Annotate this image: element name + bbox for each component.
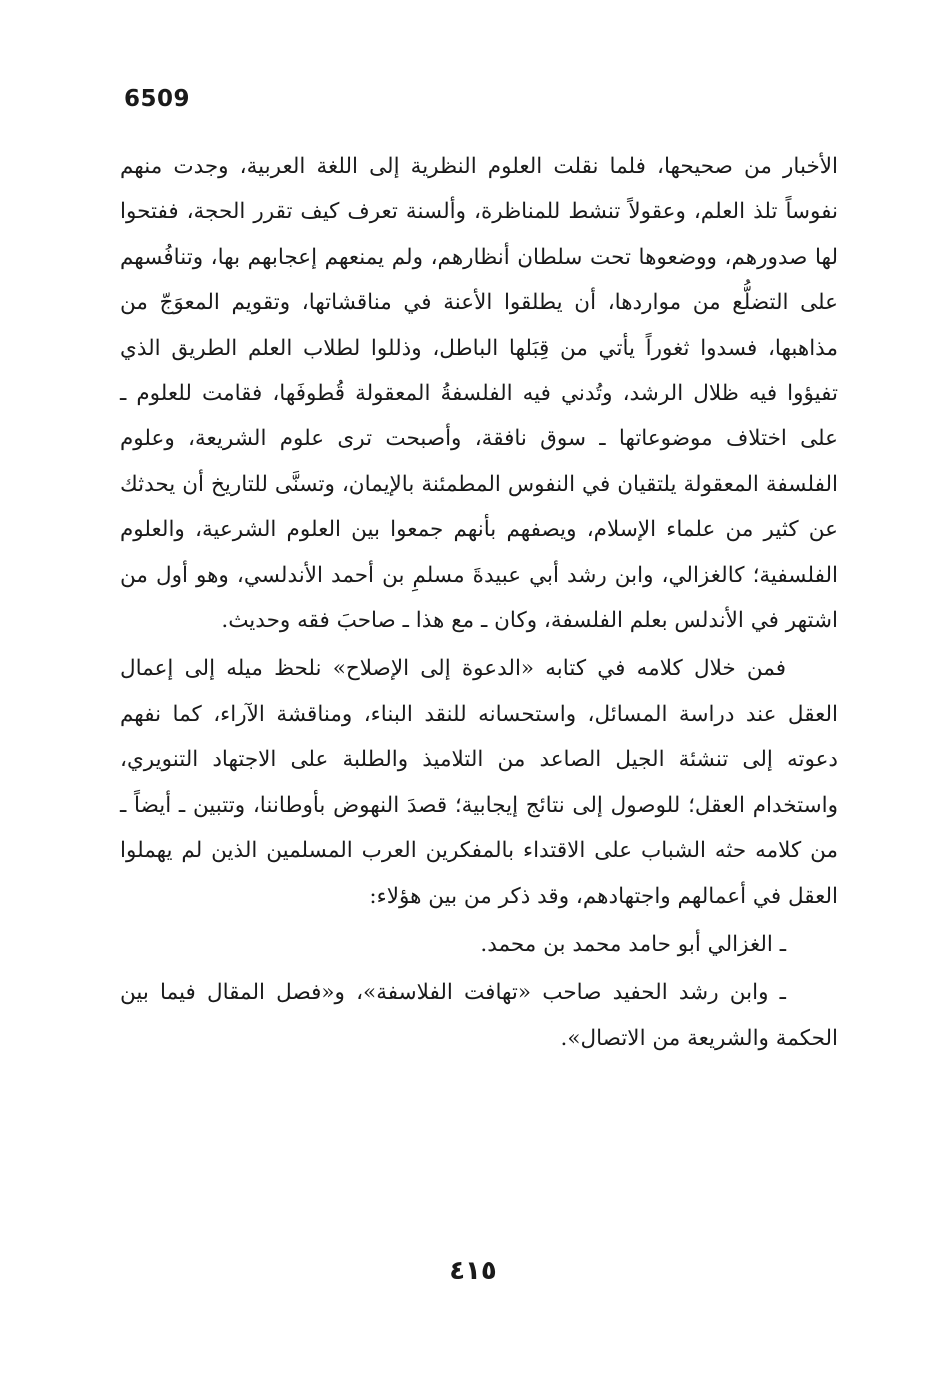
paragraph-1: الأخبار من صحيحها، فلما نقلت العلوم النظرية إلى اللغة العربية، وجدت منهم نفوساً تلذ العلم، وعقولاً تنشط للمناظرة، وألسنة تعرف كيف تقرر الحجة، ففتحوا لها صدورهم، ووضعوها تحت سلطان أنظارهم، ولم يمنعهم إعجابهم بها، وتنافُسهم على التضلُّع من مواردها، أن يطلقوا الأعنة في مناقشاتها، وتقويم المعوَجّ من مذاهبها، فسدوا ثغوراً يأتي من قِبَلها الباطل، وذللوا لطلاب العلم الطريق الذي تفيؤوا فيه ظلال الرشد، وتُدني فيه الفلسفةُ المعقولة قُطوفَها، فقامت للعلوم ـ على اختلاف موضوعاتها ـ سوق نافقة، وأصبحت ترى علوم الشريعة، وعلوم الفلسفة المعقولة يلتقيان في النفوس المطمئنة بالإيمان، وتسنَّى للتاريخ أن يحدثك عن كثير من علماء الإسلام، ويصفهم بأنهم جمعوا بين العلوم الشرعية، والعلوم الفلسفية؛ كالغزالي، وابن رشد أبي عبيدةَ مسلمِ بن أحمد الأندلسي، وهو أول من اشتهر في الأندلس بعلم الفلسفة، وكان ـ مع هذا ـ صاحبَ فقه وحديث. <box>120 154 838 634</box>
scan-number: 6509 <box>124 86 191 112</box>
body-text <box>120 144 838 1061</box>
list-item-ghazali: ـ الغزالي أبو حامد محمد بن محمد. <box>480 931 786 957</box>
page-number: ٤١٥ <box>449 1256 497 1286</box>
list-item-ibn-rushd: ـ وابن رشد الحفيد صاحب «تهافت الفلاسفة»، و«فصل المقال فيما بين الحكمة والشريعة من الاتصال». <box>120 980 838 1051</box>
paragraph-2: فمن خلال كلامه في كتابه «الدعوة إلى الإصلاح» نلحظ ميله إلى إعمال العقل عند دراسة المسائل، واستحسانه للنقد البناء، ومناقشة الآراء، كما نفهم دعوته إلى تنشئة الجيل الصاعد من التلاميذ والطلبة على الاجتهاد التنويري، واستخدام العقل؛ للوصول إلى نتائج إيجابية؛ قصدَ النهوض بأوطاننا، وتتبين ـ أيضاً ـ من كلامه حثه الشباب على الاقتداء بالمفكرين العرب المسلمين الذين لم يهملوا العقل في أعمالهم واجتهادهم، وقد ذكر من بين هؤلاء: <box>120 656 838 909</box>
